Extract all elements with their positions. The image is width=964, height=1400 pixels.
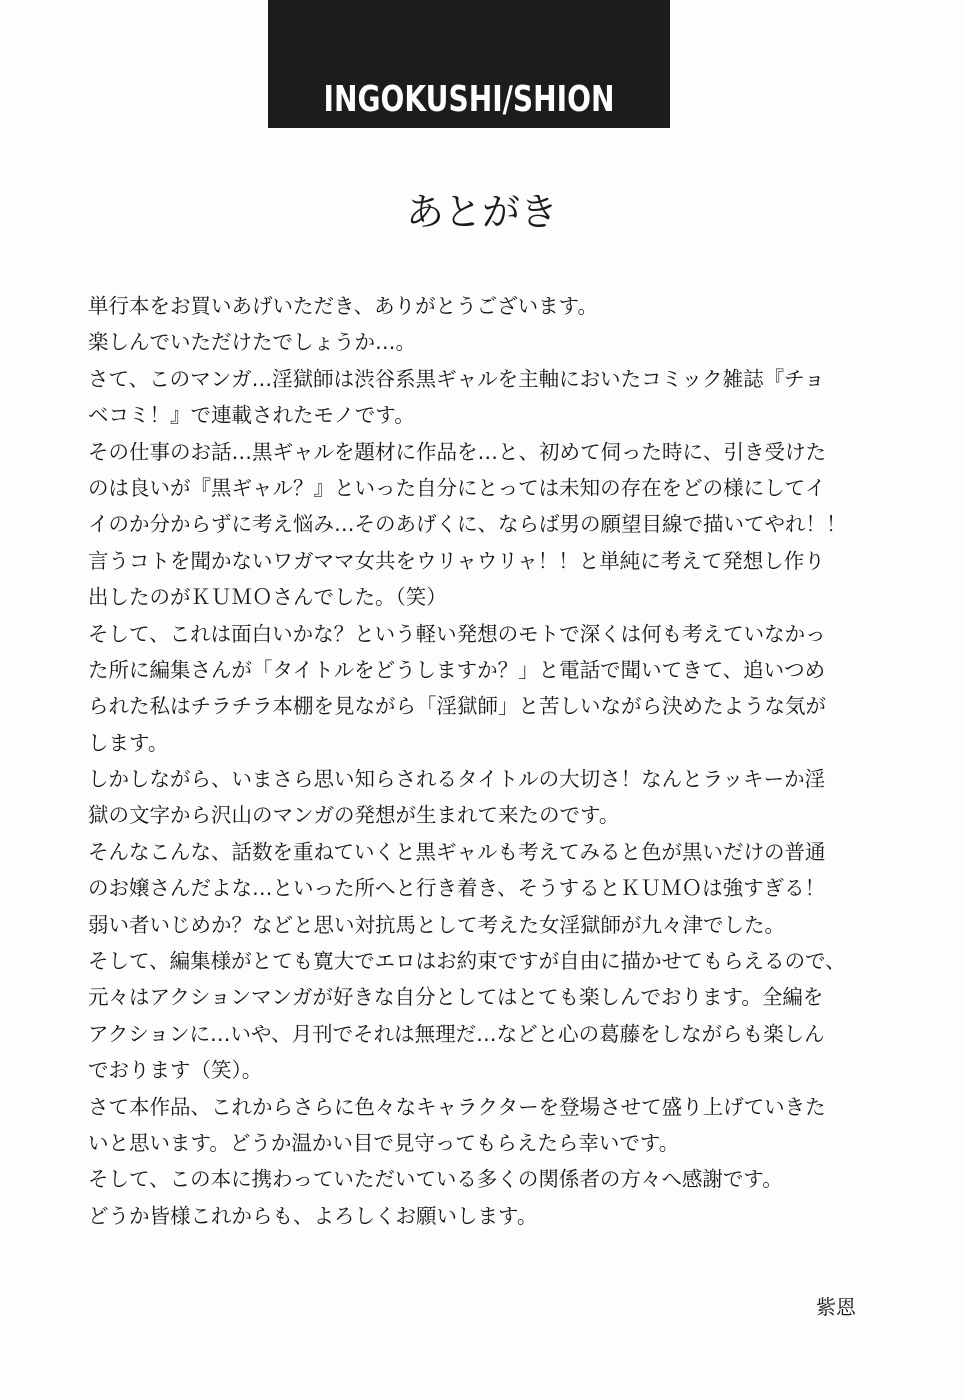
- body-line: た所に編集さんが「タイトルをどうしますか？」と電話で聞いてきて、追いつめ: [88, 657, 826, 682]
- body-line: さて、このマンガ…淫獄師は渋谷系黒ギャルを主軸においたコミック雑誌『チョ: [88, 366, 825, 391]
- book-title: INGOKUSHI/SHION: [323, 79, 615, 120]
- body-line: のは良いが『黒ギャル？』といった自分にとっては未知の存在をどの様にしてイ: [88, 475, 826, 500]
- title-banner: [268, 0, 670, 128]
- body-line: られた私はチラチラ本棚を見ながら「淫獄師」と苦しいながら決めたような気が: [88, 694, 826, 719]
- body-line: でおります（笑）。: [88, 1058, 263, 1083]
- body-line: いと思います。どうか温かい目で見守ってもらえたら幸いです。: [88, 1130, 680, 1155]
- body-line: します。: [88, 730, 169, 755]
- body-line: 獄の文字から沢山のマンガの発想が生まれて来たのです。: [88, 803, 620, 828]
- body-line: そして、これは面白いかな？という軽い発想のモトで深くは何も考えていなかっ: [88, 621, 826, 646]
- body-line: そんなこんな、話数を重ねていくと黒ギャルも考えてみると色が黒いだけの普通: [88, 839, 826, 864]
- body-line: しかしながら、いまさら思い知らされるタイトルの大切さ！なんとラッキーか淫: [88, 767, 826, 792]
- body-line: どうか皆様これからも、よろしくお願いします。: [88, 1203, 538, 1228]
- body-line: 言うコトを聞かないワガママ女共をウリャウリャ！！と単純に考えて発想し作り: [88, 548, 825, 573]
- body-line: 出したのがＫＵＭＯさんでした。（笑）: [88, 585, 447, 610]
- body-line: ベコミ！』で連載されたモノです。: [88, 403, 415, 428]
- body-line: そして、編集様がとても寛大でエロはお約束ですが自由に描かせてもらえるので、: [88, 949, 846, 974]
- body-line: その仕事のお話…黒ギャルを題材に作品を…と、初めて伺った時に、引き受けた: [88, 439, 826, 464]
- body-line: 楽しんでいただけたでしょうか…。: [88, 330, 416, 355]
- body-line: 弱い者いじめか？などと思い対抗馬として考えた女淫獄師が九々津でした。: [88, 912, 785, 937]
- body-line: イのか分からずに考え悩み…そのあげくに、ならば男の願望目線で描いてやれ！！: [88, 512, 847, 537]
- body-line: さて本作品、これからさらに色々なキャラクターを登場させて盛り上げていきた: [88, 1094, 826, 1119]
- body-line: 単行本をお買いあげいただき、ありがとうございます。: [88, 294, 599, 318]
- afterword-heading: あとがき: [405, 190, 558, 234]
- body-line: そして、この本に携わっていただいている多くの関係者の方々へ感謝です。: [88, 1167, 783, 1192]
- body-line: のお嬢さんだよな…といった所へと行き着き、そうするとＫＵＭＯは強すぎる！: [88, 876, 826, 901]
- body-line: アクションに…いや、月刊でそれは無理だ…などと心の葛藤をしながらも楽しん: [88, 1021, 825, 1046]
- afterword-body: [88, 288, 880, 1234]
- author-signature: 紫恩: [816, 1295, 856, 1319]
- body-line: 元々はアクションマンガが好きな自分としてはとても楽しんでおります。全編を: [88, 985, 824, 1010]
